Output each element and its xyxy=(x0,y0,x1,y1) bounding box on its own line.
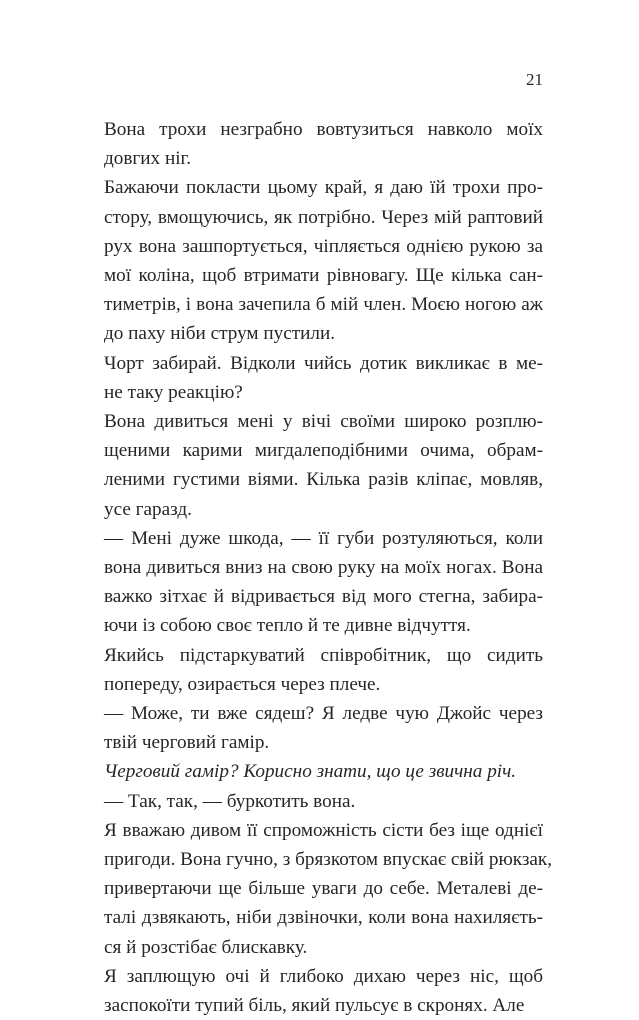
text-line: — Може, ти вже сядеш? Я ледве чую Джойс через xyxy=(104,703,543,725)
text-line: не таку реакцію? xyxy=(104,381,243,403)
text-line: твій черговий гамір. xyxy=(104,732,270,754)
text-line: довгих ніг. xyxy=(104,148,192,170)
paragraph xyxy=(97,787,543,816)
paragraph xyxy=(97,962,543,1020)
body-text xyxy=(97,115,553,1020)
text-line: заспокоїти тупий біль, який пульсує в скронях. Але xyxy=(104,995,525,1017)
paragraph xyxy=(97,641,543,699)
text-line: Вона дивиться мені у вічі своїми широко розплю- xyxy=(104,411,543,433)
text-line: ючи із собою своє тепло й те дивне відчуття. xyxy=(104,615,471,637)
text-line: рух вона зашпортується, чіпляється однією рукою за xyxy=(104,235,543,257)
text-line: Бажаючи покласти цьому край, я даю їй трохи про- xyxy=(104,177,543,199)
paragraph xyxy=(97,757,543,786)
text-line: стору, вмощуючись, як потрібно. Через мій раптовий xyxy=(104,206,543,228)
page-number: 21 xyxy=(526,70,543,89)
text-line: Якийсь підстаркуватий співробітник, що сидить xyxy=(104,644,543,666)
text-line: талі дзвякають, ніби дзвіночки, коли вона нахиляєть- xyxy=(104,907,543,929)
text-line: вона дивиться вниз на свою руку на моїх ногах. Вона xyxy=(104,557,543,579)
text-line: ся й розстібає блискавку. xyxy=(104,936,308,958)
text-line: — Так, так, — буркотить вона. xyxy=(104,790,356,812)
text-line: усе гаразд. xyxy=(104,498,192,520)
paragraph xyxy=(97,524,543,641)
text-line: до паху ніби струм пустили. xyxy=(104,323,336,345)
paragraph xyxy=(97,816,553,962)
text-line: Вона трохи незграбно вовтузиться навколо моїх xyxy=(104,119,543,140)
text-line: привертаючи ще більше уваги до себе. Металеві де- xyxy=(104,878,543,900)
text-line: Чорт забирай. Відколи чийсь дотик викликає в ме- xyxy=(104,352,543,374)
text-line: попереду, озирається через плече. xyxy=(104,673,381,695)
paragraph xyxy=(97,407,543,524)
text-line: мої коліна, щоб втримати рівновагу. Ще кілька сан- xyxy=(104,265,543,287)
text-line: леними густими віями. Кілька разів кліпає, мовляв, xyxy=(104,469,543,491)
text-line: Черговий гамір? Корисно знати, що це звична річ. xyxy=(104,761,517,783)
paragraph xyxy=(97,115,543,173)
text-line: Я вважаю дивом її спроможність сісти без іще однієї xyxy=(104,819,543,841)
text-line: пригоди. Вона гучно, з брязкотом впускає свій рюкзак, xyxy=(104,849,553,871)
text-line: — Мені дуже шкода, — її губи розтуляються, коли xyxy=(104,527,543,549)
text-line: Я заплющую очі й глибоко дихаю через ніс, щоб xyxy=(104,965,543,987)
paragraph xyxy=(97,699,543,757)
paragraph xyxy=(97,349,543,407)
text-line: тиметрів, і вона зачепила б мій член. Моєю ногою аж xyxy=(104,294,543,316)
text-line: щеними карими мигдалеподібними очима, обрам- xyxy=(104,440,543,462)
text-line: важко зітхає й відривається від мого стегна, забира- xyxy=(104,586,543,608)
paragraph xyxy=(97,173,543,348)
